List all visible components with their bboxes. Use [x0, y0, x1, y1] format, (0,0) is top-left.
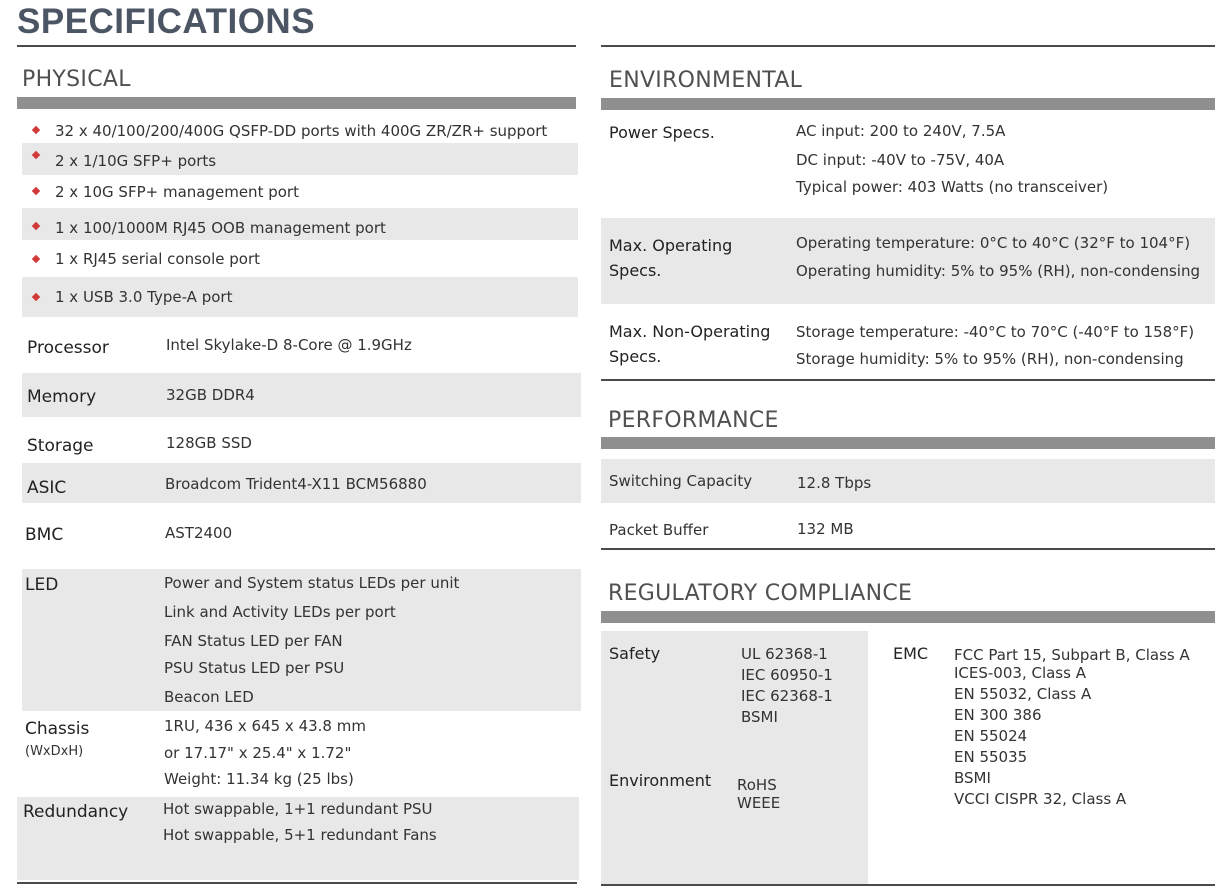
emc-value: BSMI: [954, 769, 991, 787]
emc-value: EN 300 386: [954, 706, 1042, 724]
non-operating-value: Storage humidity: 5% to 95% (RH), non-condensing: [796, 350, 1184, 368]
regulatory-band: [601, 611, 1215, 623]
asic-label: ASIC: [27, 478, 67, 498]
list-item: 1 x USB 3.0 Type-A port: [55, 288, 233, 306]
safety-value: BSMI: [741, 708, 778, 726]
bottom-rule: [17, 882, 577, 884]
emc-value: EN 55035: [954, 748, 1028, 766]
bullet-icon: [32, 255, 40, 263]
list-item: 1 x 100/1000M RJ45 OOB management port: [55, 219, 386, 237]
list-item: 1 x RJ45 serial console port: [55, 250, 260, 268]
redundancy-value: Hot swappable, 1+1 redundant PSU: [163, 800, 433, 818]
environmental-band: [601, 98, 1215, 110]
page-title: SPECIFICATIONS: [17, 2, 316, 41]
non-operating-label-line: Max. Non-Operating: [609, 322, 771, 341]
non-operating-value: Storage temperature: -40°C to 70°C (-40°F to 158°F): [796, 323, 1195, 341]
environment-label: Environment: [609, 771, 712, 790]
non-operating-label-line: Specs.: [609, 347, 662, 366]
packet-buffer-value: 132 MB: [797, 520, 854, 538]
led-value: Power and System status LEDs per unit: [164, 574, 460, 592]
led-value: Link and Activity LEDs per port: [164, 603, 396, 621]
performance-heading: PERFORMANCE: [608, 408, 779, 433]
emc-value: FCC Part 15, Subpart B, Class A: [954, 646, 1190, 664]
power-value: Typical power: 403 Watts (no transceiver): [796, 178, 1109, 196]
emc-label: EMC: [893, 644, 929, 663]
led-label: LED: [25, 575, 59, 595]
redundancy-label: Redundancy: [23, 802, 129, 822]
switching-capacity-label: Switching Capacity: [609, 472, 753, 490]
safety-value: IEC 60950-1: [741, 666, 833, 684]
title-rule-right: [601, 45, 1215, 47]
bmc-value: AST2400: [165, 524, 233, 542]
chassis-label: Chassis: [25, 719, 90, 739]
asic-value: Broadcom Trident4-X11 BCM56880: [165, 475, 427, 493]
led-value: PSU Status LED per PSU: [164, 659, 345, 677]
switching-capacity-value: 12.8 Tbps: [797, 474, 872, 492]
safety-label: Safety: [609, 644, 661, 663]
performance-band: [601, 437, 1215, 449]
chassis-value: Weight: 11.34 kg (25 lbs): [164, 770, 354, 788]
environment-value: RoHS: [737, 776, 777, 794]
operating-label-line: Specs.: [609, 261, 662, 280]
redundancy-value: Hot swappable, 5+1 redundant Fans: [163, 826, 437, 844]
physical-band: [17, 97, 576, 109]
bullet-icon: [32, 126, 40, 134]
list-item: 2 x 1/10G SFP+ ports: [55, 152, 217, 170]
power-specs-label: Power Specs.: [609, 123, 715, 142]
safety-value: UL 62368-1: [741, 645, 828, 663]
chassis-value: 1RU, 436 x 645 x 43.8 mm: [164, 717, 366, 735]
operating-value: Operating humidity: 5% to 95% (RH), non-condensing: [796, 262, 1200, 280]
bmc-label: BMC: [25, 525, 64, 545]
environmental-heading: ENVIRONMENTAL: [609, 68, 803, 93]
bottom-rule-right: [601, 884, 1215, 886]
safety-value: IEC 62368-1: [741, 687, 833, 705]
power-value: AC input: 200 to 240V, 7.5A: [796, 122, 1006, 140]
emc-value: EN 55032, Class A: [954, 685, 1092, 703]
led-value: Beacon LED: [164, 688, 254, 706]
operating-value: Operating temperature: 0°C to 40°C (32°F to 104°F): [796, 234, 1191, 252]
storage-value: 128GB SSD: [166, 434, 252, 452]
physical-heading: PHYSICAL: [22, 67, 131, 92]
section-rule: [601, 379, 1215, 381]
bullet-icon: [32, 187, 40, 195]
list-item: 32 x 40/100/200/400G QSFP-DD ports with 400G ZR/ZR+ support: [55, 122, 548, 140]
environment-value: WEEE: [737, 794, 781, 812]
operating-label-line: Max. Operating: [609, 236, 733, 255]
emc-value: VCCI CISPR 32, Class A: [954, 790, 1127, 808]
memory-label: Memory: [27, 387, 97, 407]
row-shade: [601, 218, 1215, 304]
title-rule: [17, 45, 576, 47]
storage-label: Storage: [27, 436, 94, 456]
regulatory-heading: REGULATORY COMPLIANCE: [608, 581, 913, 606]
emc-value: ICES-003, Class A: [954, 664, 1086, 682]
chassis-sublabel: (WxDxH): [25, 744, 84, 759]
memory-value: 32GB DDR4: [166, 386, 255, 404]
list-item: 2 x 10G SFP+ management port: [55, 183, 299, 201]
row-shade: [22, 373, 581, 417]
power-value: DC input: -40V to -75V, 40A: [796, 151, 1005, 169]
processor-value: Intel Skylake-D 8-Core @ 1.9GHz: [166, 336, 412, 354]
processor-label: Processor: [27, 338, 109, 358]
packet-buffer-label: Packet Buffer: [609, 521, 709, 539]
emc-value: EN 55024: [954, 727, 1028, 745]
chassis-value: or 17.17" x 25.4" x 1.72": [164, 744, 352, 762]
led-value: FAN Status LED per FAN: [164, 632, 343, 650]
section-rule: [601, 548, 1215, 550]
